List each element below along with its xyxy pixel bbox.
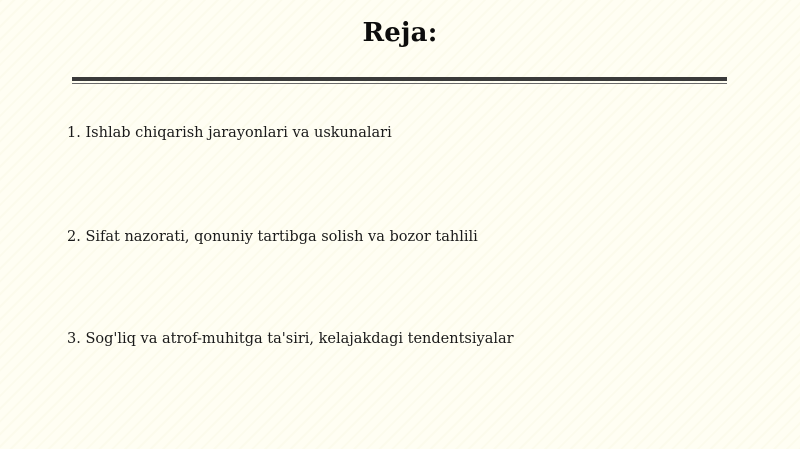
title-divider [72, 77, 727, 86]
plan-item-1: 1. Ishlab chiqarish jarayonlari va uskunalari [67, 125, 392, 141]
divider-thick-line [72, 77, 727, 81]
divider-thin-line [72, 83, 727, 84]
plan-item-3: 3. Sog'liq va atrof-muhitga ta'siri, kelajakdagi tendentsiyalar [67, 331, 514, 347]
slide-title: Reja: [362, 18, 438, 48]
plan-item-2: 2. Sifat nazorati, qonuniy tartibga solish va bozor tahlili [67, 229, 478, 245]
